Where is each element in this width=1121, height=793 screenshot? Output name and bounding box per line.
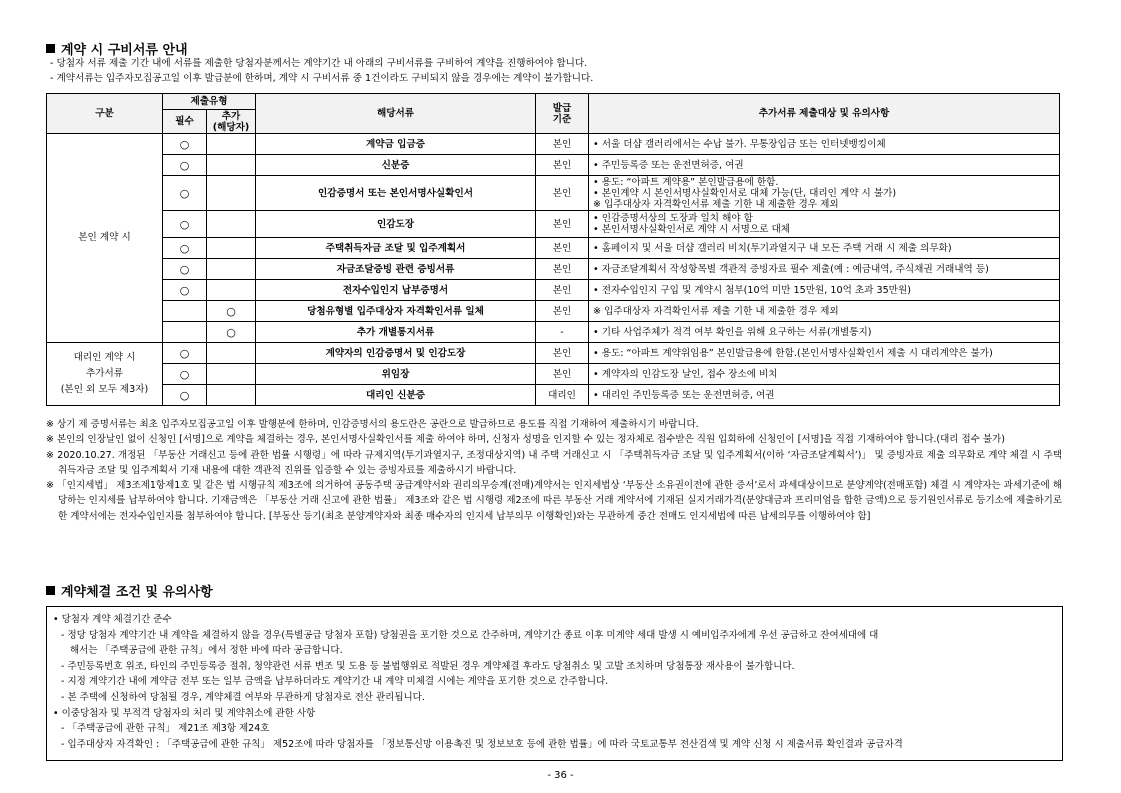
issuer: 대리인 [536, 385, 589, 406]
additional-mark-empty [207, 385, 256, 406]
issuer: 본인 [536, 238, 589, 259]
document-name: 계약금 입금증 [256, 134, 536, 155]
issuer: 본인 [536, 280, 589, 301]
document-name: 자금조달증빙 관련 증빙서류 [256, 259, 536, 280]
section-title-required-documents [46, 39, 188, 58]
additional-mark-empty [207, 280, 256, 301]
dash-line: - 주민등록번호 위조, 타인의 주민등록증 절취, 청약관련 서류 변조 및 도용 등 불법행위로 적발된 경우 계약체결 후라도 당첨취소 및 고발 조치하며 당첨통장 재사용이 불가합니다. [61, 660, 795, 672]
header-additional-label: 추가 [221, 110, 241, 122]
row-note: • 대리인 주민등록증 또는 운전면허증, 여권 [589, 385, 1060, 406]
required-mark: ○ [163, 364, 207, 385]
document-name: 대리인 신분증 [256, 385, 536, 406]
additional-mark-empty [207, 211, 256, 238]
issuer: 본인 [536, 134, 589, 155]
required-documents-table [46, 93, 1060, 406]
required-mark-empty [163, 301, 207, 322]
dash-line: - 입주대상자 자격확인 : 「주택공급에 관한 규칙」 제52조에 따라 당첨자를 「정보통신망 이용촉진 및 정보보호 등에 관한 법률」에 따라 국토교통부 전산검색 및 계약 신청 시 제출서류 확인결과 공급자격 [61, 738, 903, 750]
section-title-text: 계약 시 구비서류 안내 [61, 43, 188, 58]
table-row [47, 364, 1060, 385]
document-name: 신분증 [256, 155, 536, 176]
table-row [47, 134, 1060, 155]
document-name: 계약자의 인감증명서 및 인감도장 [256, 343, 536, 364]
document-name: 당첨유형별 입주대상자 자격확인서류 일체 [256, 301, 536, 322]
footnote: ※ 「인지세법」 제3조제1항제1호 및 같은 법 시행규칙 제3조에 의거하여 공동주택 공급계약서와 권리의무승계(전매)계약서는 인지세법상 ‘부동산 소유권이전에 관한 증서’로서 과세대상이므로 분양계약(전매포함) 체결 시 계약자는 과세기준에 해당하는 인지세를 납부하여야 합니다. 기재금액은 「부동산 거래 신고에 관한 법률」 제3조와 같은 법 시행령 제2조에 따른 부동산 거래 계약서에 기재된 실지거래가격(분양대금과 프리미엄을 합한 금액)으로 등기원인서류로 등기소에 제출하기로 한 계약서에는 전자수입인지를 첨부하여야 합니다. [부동산 등기(최초 분양계약자와 최종 매수자의 인지세 납부의무 이행확인)와는 무관하게 중간 전매도 인지세법에 따른 납세의무를 이행하여야 함] [46, 480, 1062, 522]
group-proxy-contract [47, 343, 163, 406]
required-mark: ○ [163, 385, 207, 406]
row-note: • 전자수입인지 구입 및 계약시 첨부(10억 미만 15만원, 10억 초과 35만원) [589, 280, 1060, 301]
bullet-line: • 이중당첨자 및 부적격 당첨자의 처리 및 계약취소에 관한 사항 [53, 707, 316, 719]
note-line: • 용도: “아파트 계약용” 본인발급용에 한함. [593, 176, 779, 188]
note-line: • 본인서명사실확인서로 계약 시 서명으로 대체 [593, 224, 791, 235]
issuer: - [536, 322, 589, 343]
group-proxy-line: 추가서류 [85, 368, 124, 379]
additional-mark-empty [207, 155, 256, 176]
additional-mark-empty [207, 176, 256, 211]
issuer: 본인 [536, 343, 589, 364]
table-row [47, 259, 1060, 280]
note-line: ※ 입주대상자 자격확인서류 제출 기한 내 제출한 경우 제외 [593, 198, 839, 210]
intro-line-2: - 계약서류는 입주자모집공고일 이후 발급분에 한하며, 계약 시 구비서류 중 1건이라도 구비되지 않을 경우에는 계약이 불가합니다. [50, 73, 594, 84]
issuer: 본인 [536, 259, 589, 280]
header-document: 해당서류 [256, 94, 536, 134]
dash-line: - 정당 당첨자 계약기간 내 계약을 체결하지 않을 경우(특별공급 당첨자 포함) 당첨권을 포기한 것으로 간주하며, 계약기간 종료 이후 미계약 세대 발생 시 예비입주자에게 우선 공급하고 잔여세대에 대 [61, 629, 879, 641]
footnote: ※ 상기 제 증명서류는 최초 입주자모집공고일 이후 발행분에 한하며, 인감증명서의 용도란은 공란으로 발급하므로 용도를 직접 기재하여 제출하시기 바랍니다. [46, 419, 699, 430]
header-required: 필수 [163, 110, 207, 134]
additional-mark-empty [207, 364, 256, 385]
document-name: 인감증명서 또는 본인서명사실확인서 [256, 176, 536, 211]
header-additional-sub: (해당자) [212, 121, 250, 133]
dash-line: - 지정 계약기간 내에 계약금 전부 또는 일부 금액을 납부하더라도 계약기간 내 계약 미체결 시에는 계약을 포기한 것으로 간주합니다. [61, 676, 609, 688]
issuer: 본인 [536, 364, 589, 385]
additional-mark-empty [207, 134, 256, 155]
issuer: 본인 [536, 155, 589, 176]
row-note: • 서울 더샵 갤러리에서는 수납 불가. 무통장입금 또는 인터넷뱅킹이체 [589, 134, 1060, 155]
row-note: • 계약자의 인감도장 날인, 접수 장소에 비치 [589, 364, 1060, 385]
contract-conditions-box [46, 606, 1063, 761]
required-mark: ○ [163, 155, 207, 176]
issuer: 본인 [536, 211, 589, 238]
required-mark-empty [163, 322, 207, 343]
required-mark: ○ [163, 238, 207, 259]
table-row [47, 238, 1060, 259]
row-note: • 주민등록증 또는 운전면허증, 여권 [589, 155, 1060, 176]
additional-mark-empty [207, 259, 256, 280]
row-note [589, 211, 1060, 238]
bullet-line: • 당첨자 계약 체결기간 준수 [53, 614, 172, 625]
header-issue-line2: 기준 [552, 113, 572, 125]
table-row [47, 343, 1060, 364]
table-row [47, 280, 1060, 301]
header-issue-line1: 발급 [552, 102, 572, 114]
dash-line: - 본 주택에 신청하여 당첨될 경우, 계약체결 여부와 무관하게 당첨자로 전산 관리됩니다. [61, 691, 425, 703]
footnote: ※ 2020.10.27. 개정된 「부동산 거래신고 등에 관한 법률 시행령」에 따라 규제지역(투기과열지구, 조정대상지역) 내 주택 거래신고 시 「주택취득자금 조달 및 입주계획서(이하 ‘자금조달계획서’)」 및 증빙자료 제출 의무화로 계약 체결 시 주택취득자금 조달 및 입주계획서 기재 내용에 대한 객관적 진위를 입증할 수 있는 증빙자료를 제출하시기 바랍니다. [46, 449, 1062, 476]
group-self-contract: 본인 계약 시 [47, 134, 163, 343]
table-row [47, 322, 1060, 343]
square-bullet-icon [46, 586, 55, 595]
group-proxy-line: 대리인 계약 시 [73, 352, 136, 363]
header-category: 구분 [47, 94, 163, 134]
dash-line: - 「주택공급에 관한 규칙」 제21조 제3항 제24호 [61, 723, 270, 735]
required-mark: ○ [163, 211, 207, 238]
note-line: • 인감증명서상의 도장과 일치 해야 함 [593, 213, 753, 224]
required-mark: ○ [163, 280, 207, 301]
row-note: • 용도: “아파트 계약위임용” 본인발급용에 한함.(본인서명사실확인서 제출 시 대리계약은 불가) [589, 343, 1060, 364]
table-row [47, 385, 1060, 406]
square-bullet-icon [46, 44, 55, 53]
required-mark: ○ [163, 259, 207, 280]
required-mark: ○ [163, 176, 207, 211]
additional-mark: ○ [207, 322, 256, 343]
row-note: • 자금조달계획서 작성항목별 객관적 증빙자료 필수 제출(예 : 예금내역, 주식채권 거래내역 등) [589, 259, 1060, 280]
additional-mark: ○ [207, 301, 256, 322]
table-row [47, 176, 1060, 211]
header-additional [207, 110, 256, 134]
row-note: ※ 입주대상자 자격확인서류 제출 기한 내 제출한 경우 제외 [589, 301, 1060, 322]
issuer: 본인 [536, 301, 589, 322]
continuation-line: 해서는 「주택공급에 관한 규칙」에서 정한 바에 따라 공급합니다. [70, 645, 343, 657]
page-number: - 36 - [547, 770, 574, 781]
document-name: 주택취득자금 조달 및 입주계획서 [256, 238, 536, 259]
document-name: 전자수입인지 납부증명서 [256, 280, 536, 301]
section-title-contract-conditions [46, 581, 213, 600]
table-row [47, 155, 1060, 176]
issuer: 본인 [536, 176, 589, 211]
table-row [47, 211, 1060, 238]
header-issue-basis [536, 94, 589, 134]
document-name: 인감도장 [256, 211, 536, 238]
section-title-text: 계약체결 조건 및 유의사항 [61, 585, 213, 600]
note-line: • 본인계약 시 본인서명사실확인서로 대체 가능(단, 대리인 계약 시 불가) [593, 187, 897, 199]
group-proxy-line: (본인 외 모두 제3자) [60, 384, 149, 395]
additional-mark-empty [207, 238, 256, 259]
row-note: • 홈페이지 및 서울 더샵 갤러리 비치(투기과열지구 내 모든 주택 거래 시 제출 의무화) [589, 238, 1060, 259]
footnote: ※ 본인의 인장날인 없이 신청인 [서명]으로 계약을 체결하는 경우, 본인서명사실확인서를 제출 하여야 하며, 신청자 성명을 인지할 수 있는 정자체로 접수받은 직원 입회하에 신청인이 [서명]을 직접 기재하여야 합니다.(대리 접수 불가) [46, 434, 1005, 446]
required-mark: ○ [163, 134, 207, 155]
header-notes: 추가서류 제출대상 및 유의사항 [589, 94, 1060, 134]
table-row [47, 301, 1060, 322]
document-name: 위임장 [256, 364, 536, 385]
intro-line-1: - 당첨자 서류 제출 기간 내에 서류를 제출한 당첨자분께서는 계약기간 내 아래의 구비서류를 구비하여 계약을 진행하여야 합니다. [50, 58, 588, 69]
footnotes [46, 417, 1062, 524]
required-mark: ○ [163, 343, 207, 364]
document-name: 추가 개별통지서류 [256, 322, 536, 343]
header-submit-type: 제출유형 [163, 94, 256, 110]
row-note [589, 176, 1060, 211]
row-note: • 기타 사업주체가 적격 여부 확인을 위해 요구하는 서류(개별통지) [589, 322, 1060, 343]
additional-mark-empty [207, 343, 256, 364]
